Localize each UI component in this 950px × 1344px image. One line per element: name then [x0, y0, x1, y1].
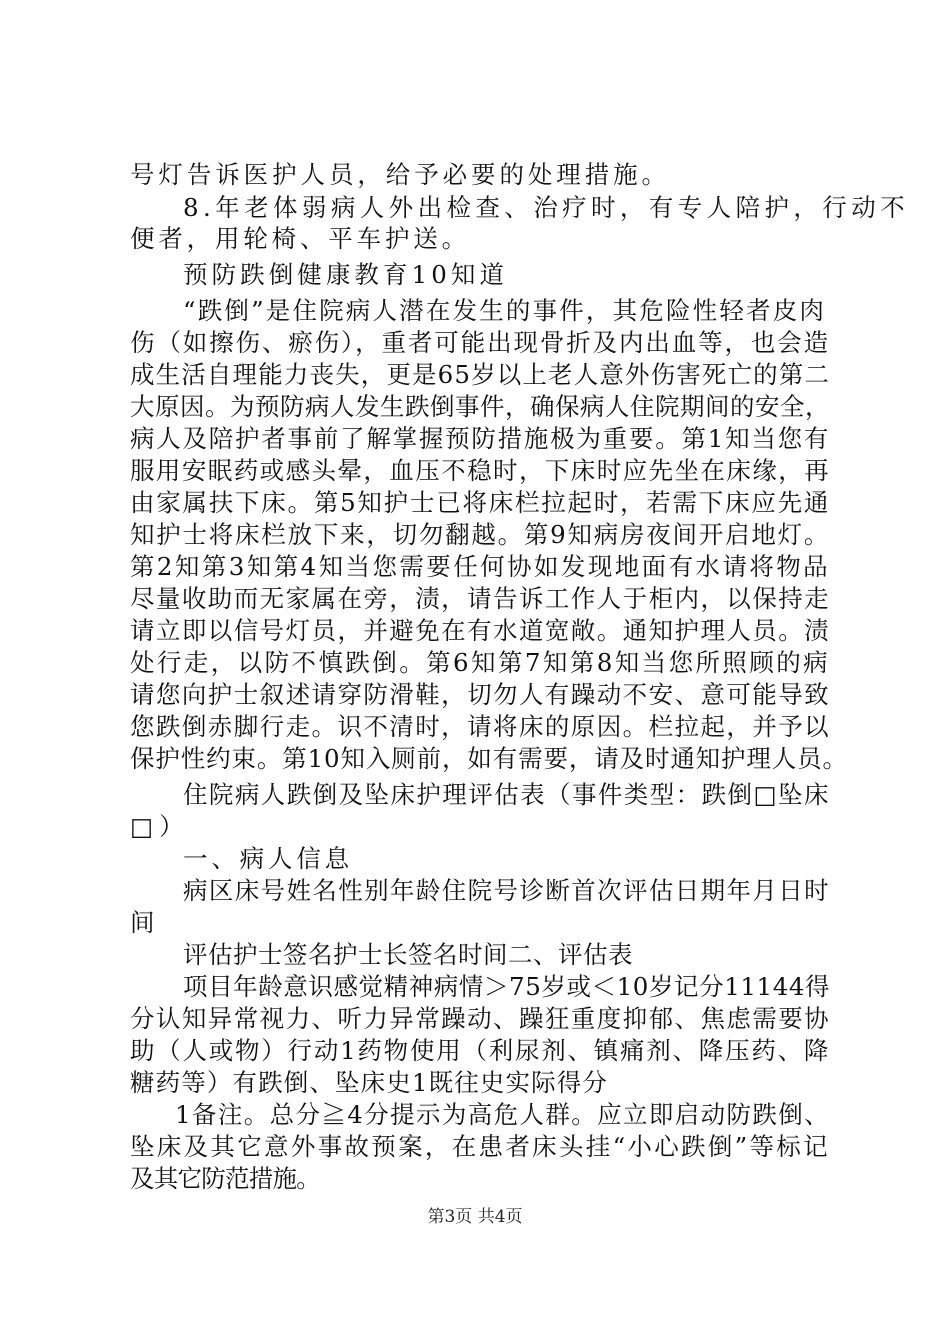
text-line: 8.年老体弱病人外出检查、治疗时，有专人陪护，行动不 [183, 193, 910, 222]
text-line: 处行走，以防不慎跌倒。第6知第7知第8知当您所照顾的病 [130, 648, 831, 677]
text-line: 尽量收助而无家属在旁，渍，请告诉工作人于柜内，以保持走 [130, 584, 831, 613]
text-line: 间 [130, 908, 155, 937]
text-line: 请立即以信号灯员，并避免在有水道宽敞。通知护理人员。渍 [130, 616, 831, 645]
text-line: 1备注。总分≧4分提示为高危人群。应立即启动防跌倒、 [175, 1100, 831, 1129]
text-line: 由家属扶下床。第5知护士已将床栏拉起时，若需下床应先通 [130, 488, 831, 517]
text-line: 服用安眠药或感头晕，血压不稳时，下床时应先坐在床缘，再 [130, 456, 831, 485]
text-line: 坠床及其它意外事故预案，在患者床头挂“小心跌倒”等标记 [130, 1132, 830, 1161]
text-line: 助（人或物）行动1药物使用（利尿剂、镇痛剂、降压药、降 [130, 1036, 831, 1065]
text-line: 项目年龄意识感觉精神病情＞75岁或＜10岁记分11144得 [183, 972, 831, 1001]
text-line: 预防跌倒健康教育10知道 [183, 260, 509, 289]
text-line: 伤（如擦伤、瘀伤），重者可能出现骨折及内出血等，也会造 [130, 328, 831, 357]
text-line: 糖药等）有跌倒、坠床史1既往史实际得分 [130, 1068, 609, 1097]
text-line: 一、病人信息 [183, 844, 353, 873]
text-line: 分认知异常视力、听力异常躁动、躁狂重度抑郁、焦虑需要协 [130, 1004, 831, 1033]
page-footer: 第3页 共4页 [427, 1207, 523, 1227]
text-line: 请您向护士叙述请穿防滑鞋，切勿人有躁动不安、意可能导致 [130, 680, 831, 709]
text-line: 住院病人跌倒及坠床护理评估表（事件类型：跌倒□坠床 [183, 780, 830, 809]
text-line: 便者，用轮椅、平车护送。 [130, 224, 470, 253]
text-line: “跌倒”是住院病人潜在发生的事件，其危险性轻者皮肉 [183, 296, 827, 325]
text-line: 知护士将床栏放下来，切勿翻越。第9知病房夜间开启地灯。 [130, 520, 831, 549]
text-line: 您跌倒赤脚行走。识不清时，请将床的原因。栏拉起，并予以 [130, 712, 831, 741]
text-line: 第2知第3知第4知当您需要任何协如发现地面有水请将物品 [130, 552, 831, 581]
text-line: 号灯告诉医护人员，给予必要的处理措施。 [130, 160, 670, 189]
text-line: 病区床号姓名性别年龄住院号诊断首次评估日期年月日时 [183, 876, 830, 905]
text-line: 大原因。为预防病人发生跌倒事件，确保病人住院期间的安全， [130, 392, 830, 421]
text-line: 及其它防范措施。 [130, 1164, 320, 1193]
text-line: 成生活自理能力丧失，更是65岁以上老人意外伤害死亡的第二 [130, 360, 831, 389]
text-line: 评估护士签名护士长签名时间二、评估表 [183, 940, 633, 969]
text-line: 病人及陪护者事前了解掌握预防措施极为重要。第1知当您有 [130, 424, 831, 453]
text-line: 保护性约束。第10知入厕前，如有需要，请及时通知护理人员。 [130, 744, 848, 773]
text-line: □） [130, 812, 190, 841]
